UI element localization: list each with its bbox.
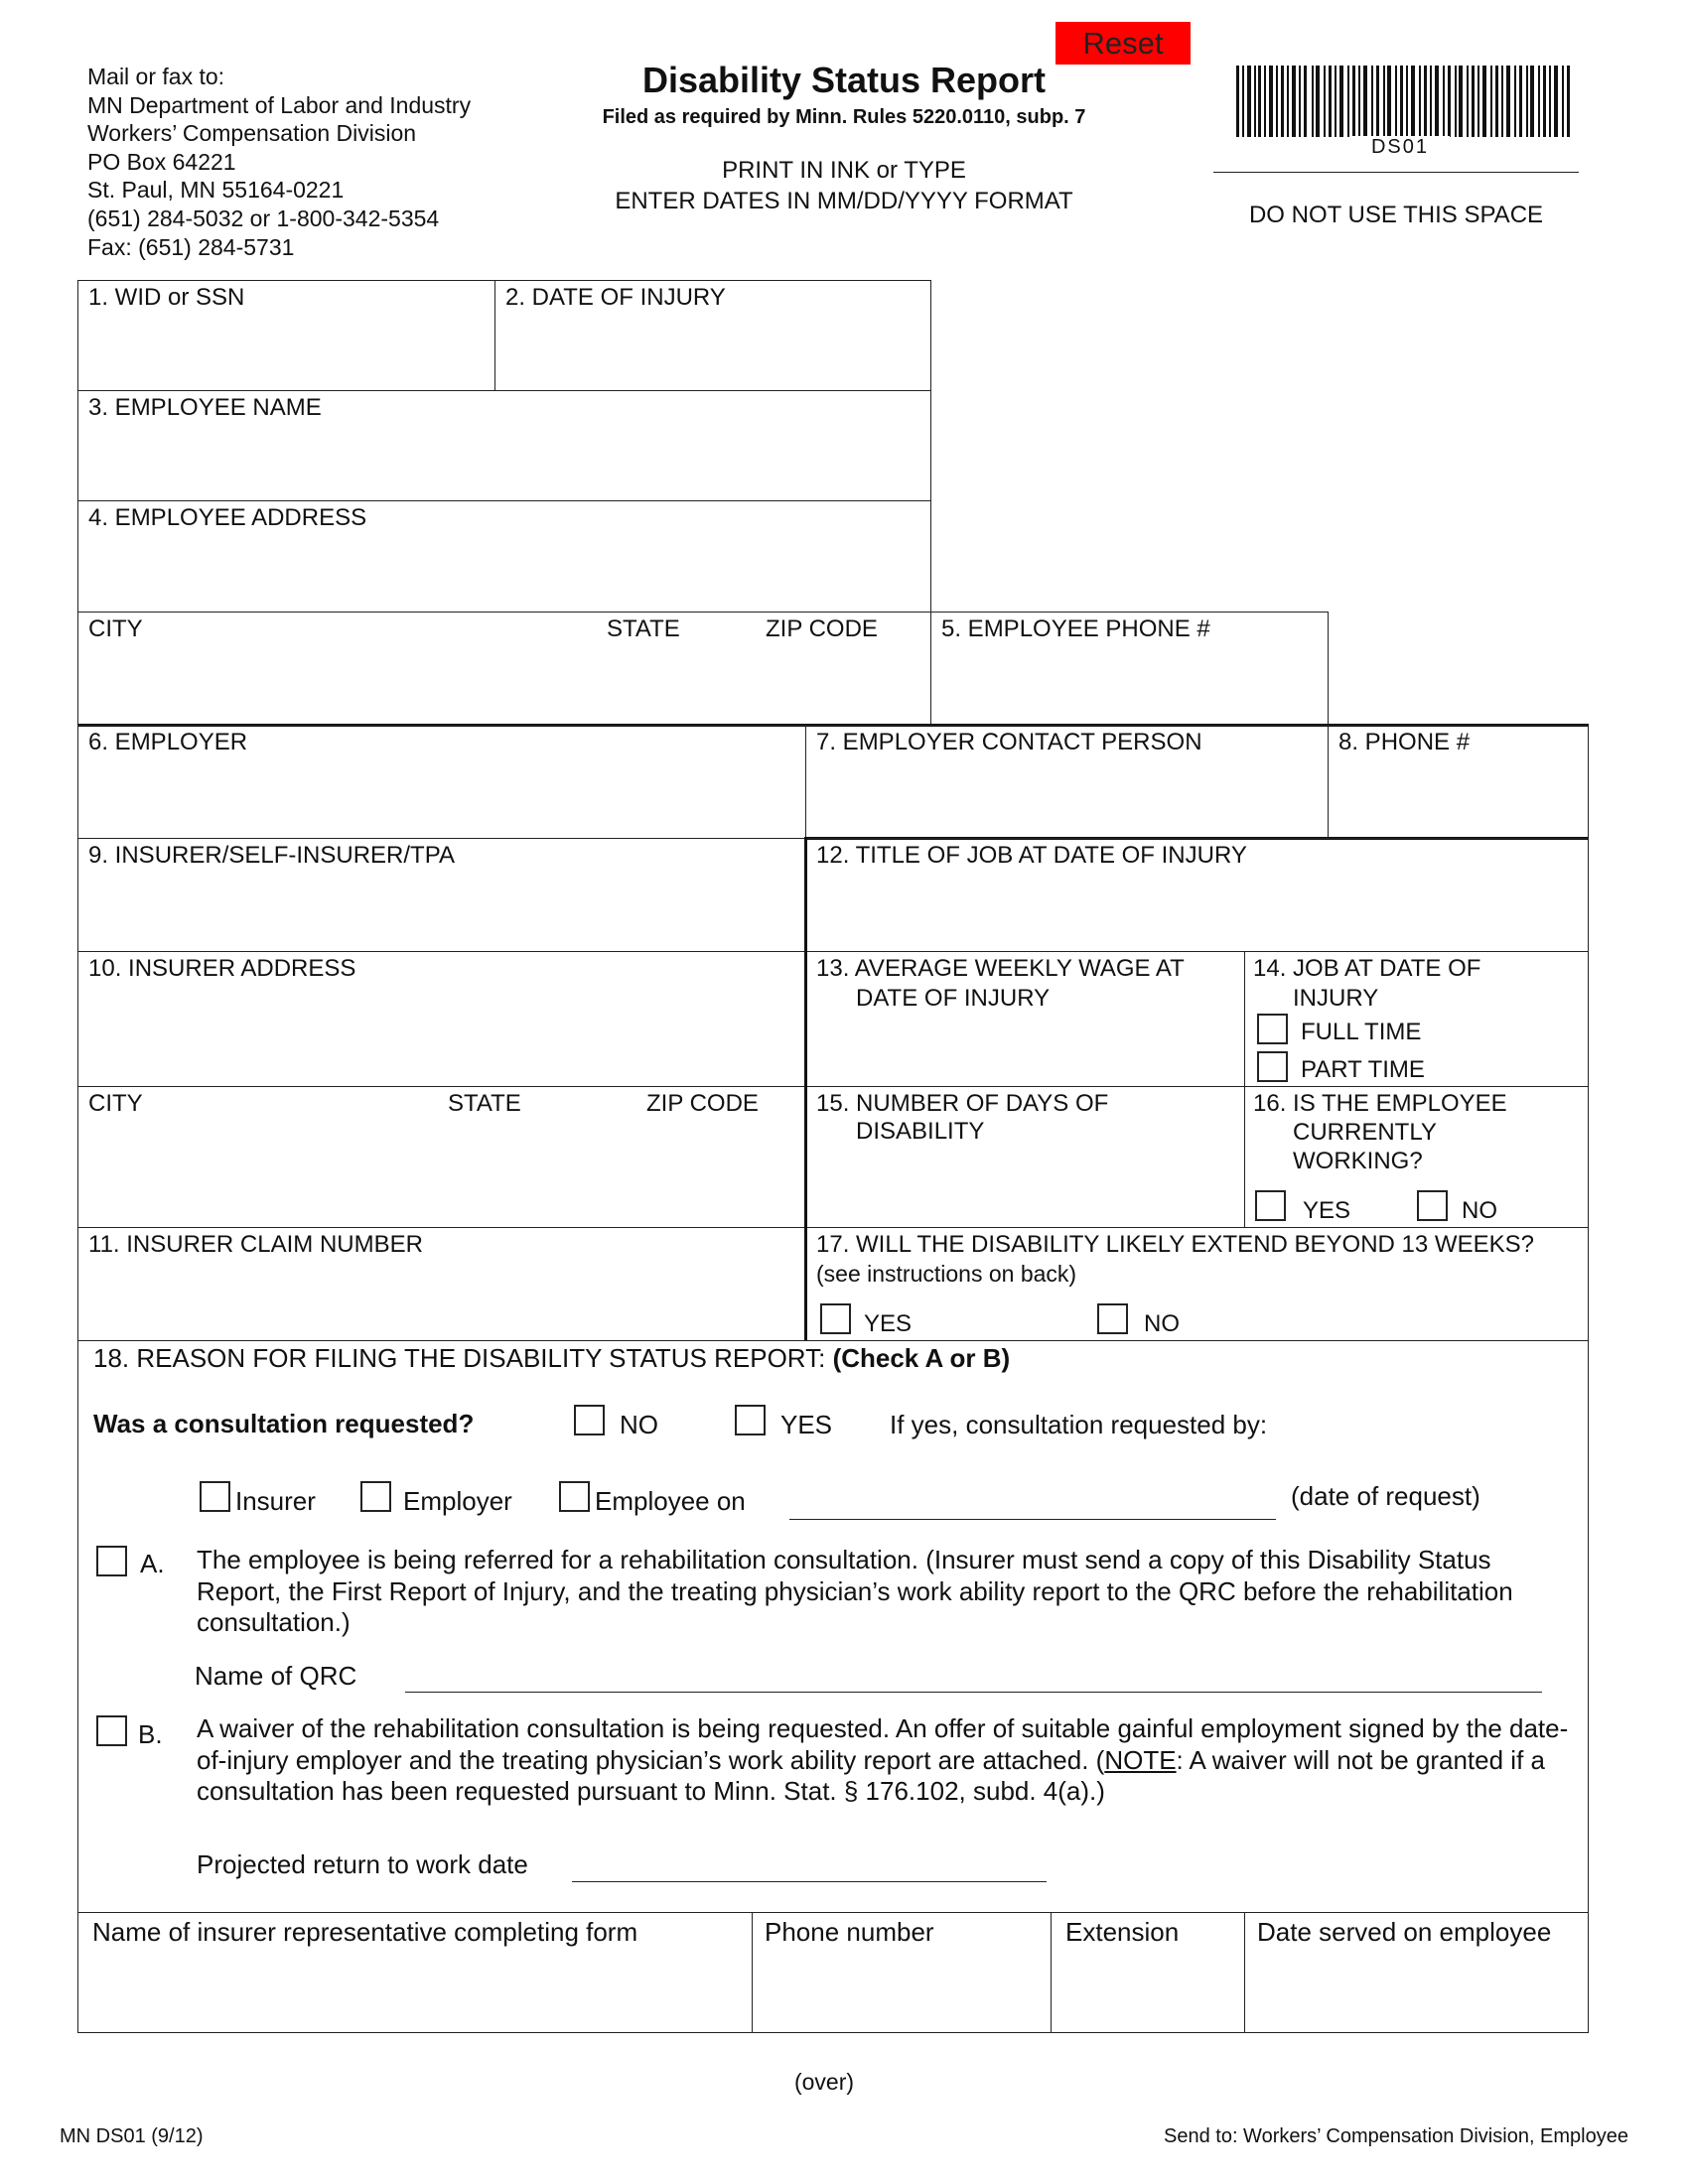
field-10-insurer-address[interactable] <box>77 951 806 1087</box>
option-b-text-2: : A waiver will not be granted if a consultation has been requested pursuant to Minn. Stat. § 176.102, subd. 4(a).) <box>197 1744 1545 1806</box>
option-b-text-1: A waiver of the rehabilitation consultation is being requested. An offer of suitable gainful employment signed by the date-of-injury employer and the treating physician’s work ability report are attached. ( <box>197 1713 1569 1775</box>
mailing-address <box>87 63 471 261</box>
working-yes-checkbox[interactable] <box>1255 1190 1286 1221</box>
consult-question: Was a consultation requested? <box>93 1409 475 1438</box>
field-label-city: CITY <box>88 615 143 642</box>
field-label-state: STATE <box>607 615 680 642</box>
field-label: 8. PHONE # <box>1338 729 1471 755</box>
field-1-wid[interactable] <box>77 280 495 391</box>
field-label: 10. INSURER ADDRESS <box>88 955 356 982</box>
barcode-graphic <box>1236 66 1574 141</box>
page-title: Disability Status Report <box>641 60 1047 100</box>
reset-button[interactable]: Reset <box>1055 22 1191 65</box>
qrc-name-field[interactable] <box>405 1692 1542 1693</box>
rep-phone-label: Phone number <box>765 1917 934 1947</box>
field-label: 5. EMPLOYEE PHONE # <box>941 615 1210 642</box>
field-3-employee-name[interactable] <box>77 390 931 501</box>
send-to: Send to: Workers’ Compensation Division, Employee <box>1164 2125 1628 2147</box>
do-not-use-rule <box>1213 172 1579 173</box>
qrc-label: Name of QRC <box>195 1661 357 1691</box>
field-16-currently-working <box>1244 1086 1589 1228</box>
field-label-zip: ZIP CODE <box>646 1090 759 1117</box>
do-not-use-label: DO NOT USE THIS SPACE <box>1248 202 1544 228</box>
insurer-checkbox[interactable] <box>200 1481 230 1512</box>
mail-line: Workers’ Compensation Division <box>87 120 417 147</box>
field-insurer-city-state-zip[interactable] <box>77 1086 806 1228</box>
field-2-date-of-injury[interactable] <box>494 280 931 391</box>
option-a-letter: A. <box>140 1549 165 1578</box>
option-b-letter: B. <box>138 1719 163 1749</box>
mail-line: Fax: (651) 284-5731 <box>87 233 295 260</box>
rep-name-field[interactable] <box>77 1912 753 2033</box>
return-to-work-label: Projected return to work date <box>197 1849 528 1879</box>
field-6-employer[interactable] <box>77 725 806 839</box>
field-5-employee-phone[interactable] <box>930 612 1329 725</box>
field-14-job-at-date-of-injury <box>1244 951 1589 1087</box>
field-label: 6. EMPLOYER <box>88 729 248 755</box>
mail-line: MN Department of Labor and Industry <box>87 91 472 118</box>
field-label: 11. INSURER CLAIM NUMBER <box>88 1231 423 1258</box>
field-label: DATE OF INJURY <box>856 985 1051 1012</box>
insurer-label: Insurer <box>235 1486 316 1516</box>
rep-phone-field[interactable] <box>752 1912 1052 2033</box>
field-label: INJURY <box>1293 985 1379 1012</box>
consult-yes-checkbox[interactable] <box>735 1405 766 1435</box>
part-time-checkbox[interactable] <box>1257 1051 1288 1082</box>
field-label: 13. AVERAGE WEEKLY WAGE AT <box>816 955 1185 982</box>
option-b-text <box>197 1713 1587 1808</box>
field-13-average-weekly-wage[interactable] <box>805 951 1245 1087</box>
field-label: WORKING? <box>1293 1148 1423 1174</box>
option-a-text: The employee is being referred for a rehabilitation consultation. (Insurer must send a copy of this Disability Status Report, the First Report of Injury, and the treating physician’s work ability report to the QRC before the rehabilitation consultation.) <box>197 1545 1513 1637</box>
field-11-insurer-claim-number[interactable] <box>77 1227 806 1341</box>
field-label: 15. NUMBER OF DAYS OF <box>816 1090 1109 1117</box>
full-time-checkbox[interactable] <box>1257 1014 1288 1044</box>
field-label-city: CITY <box>88 1090 143 1117</box>
field-label: 9. INSURER/SELF-INSURER/TPA <box>88 842 455 869</box>
section-18-heading-text: 18. REASON FOR FILING THE DISABILITY STATUS REPORT: <box>93 1343 826 1373</box>
field-4-employee-address[interactable] <box>77 500 931 613</box>
field-label: 16. IS THE EMPLOYEE <box>1253 1090 1507 1117</box>
form-id: MN DS01 (9/12) <box>60 2125 204 2147</box>
consult-no-label: NO <box>620 1410 658 1439</box>
field-label-state: STATE <box>448 1090 521 1117</box>
extend-no-checkbox[interactable] <box>1097 1303 1128 1334</box>
mail-line: PO Box 64221 <box>87 148 236 175</box>
date-of-request-field[interactable] <box>789 1519 1276 1520</box>
rep-extension-label: Extension <box>1065 1917 1180 1947</box>
field-label-zip: ZIP CODE <box>766 615 878 642</box>
field-9-insurer[interactable] <box>77 838 806 952</box>
field-15-days-of-disability[interactable] <box>805 1086 1245 1228</box>
consult-yes-label: YES <box>780 1410 833 1439</box>
field-label: 7. EMPLOYER CONTACT PERSON <box>816 729 1202 755</box>
option-a-checkbox[interactable] <box>96 1546 127 1576</box>
return-to-work-field[interactable] <box>572 1881 1047 1882</box>
field-label: 14. JOB AT DATE OF <box>1253 955 1481 982</box>
field-label: 17. WILL THE DISABILITY LIKELY EXTEND BEYOND 13 WEEKS? <box>816 1231 1534 1258</box>
barcode <box>1236 66 1574 141</box>
employee-on-label: Employee on <box>595 1486 746 1516</box>
date-served-field[interactable] <box>1244 1912 1589 2033</box>
field-label: DISABILITY <box>856 1118 985 1145</box>
full-time-label: FULL TIME <box>1301 1019 1422 1045</box>
barcode-label: DS01 <box>1350 136 1450 159</box>
extend-no-label: NO <box>1144 1310 1180 1337</box>
option-b-note: NOTE <box>1104 1744 1177 1775</box>
mail-line: Mail or fax to: <box>87 64 225 89</box>
field-label: CURRENTLY <box>1293 1119 1437 1146</box>
field-label: 4. EMPLOYEE ADDRESS <box>88 504 367 531</box>
mail-line: (651) 284-5032 or 1-800-342-5354 <box>87 205 440 231</box>
extend-yes-checkbox[interactable] <box>820 1303 851 1334</box>
extend-yes-label: YES <box>864 1310 913 1337</box>
instruction-print: PRINT IN INK or TYPE <box>722 157 966 184</box>
employer-label: Employer <box>403 1486 512 1516</box>
rep-extension-field[interactable] <box>1051 1912 1245 2033</box>
column-divider <box>804 837 807 1341</box>
option-b-checkbox[interactable] <box>96 1715 127 1746</box>
field-17-extend-beyond-13-weeks <box>805 1227 1589 1341</box>
field-12-job-title[interactable] <box>805 838 1589 952</box>
field-note: (see instructions on back) <box>816 1261 1077 1287</box>
date-served-label: Date served on employee <box>1257 1917 1552 1947</box>
over-label: (over) <box>793 2069 855 2095</box>
field-7-employer-contact[interactable] <box>805 725 1329 839</box>
employee-checkbox[interactable] <box>559 1481 590 1512</box>
field-8-phone[interactable] <box>1328 725 1589 839</box>
consult-no-checkbox[interactable] <box>574 1405 605 1435</box>
date-of-request-label: (date of request) <box>1291 1481 1480 1511</box>
working-no-label: NO <box>1462 1197 1497 1224</box>
instruction-dates: ENTER DATES IN MM/DD/YYYY FORMAT <box>615 188 1073 214</box>
part-time-label: PART TIME <box>1301 1056 1425 1083</box>
field-employee-city-state-zip[interactable] <box>77 612 931 725</box>
rep-name-label: Name of insurer representative completing form <box>92 1917 638 1947</box>
field-label: 1. WID or SSN <box>88 284 245 311</box>
field-label: 2. DATE OF INJURY <box>505 284 726 311</box>
field-label: 12. TITLE OF JOB AT DATE OF INJURY <box>816 842 1247 869</box>
section-18-heading-bold: (Check A or B) <box>832 1343 1011 1373</box>
if-yes-label: If yes, consultation requested by: <box>890 1410 1268 1439</box>
employer-checkbox[interactable] <box>360 1481 391 1512</box>
working-no-checkbox[interactable] <box>1417 1190 1448 1221</box>
working-yes-label: YES <box>1303 1197 1351 1224</box>
field-label: 3. EMPLOYEE NAME <box>88 394 322 421</box>
section-18-heading <box>93 1343 1010 1374</box>
page-subtitle: Filed as required by Minn. Rules 5220.0110, subp. 7 <box>602 106 1086 128</box>
mail-line: St. Paul, MN 55164-0221 <box>87 177 345 204</box>
